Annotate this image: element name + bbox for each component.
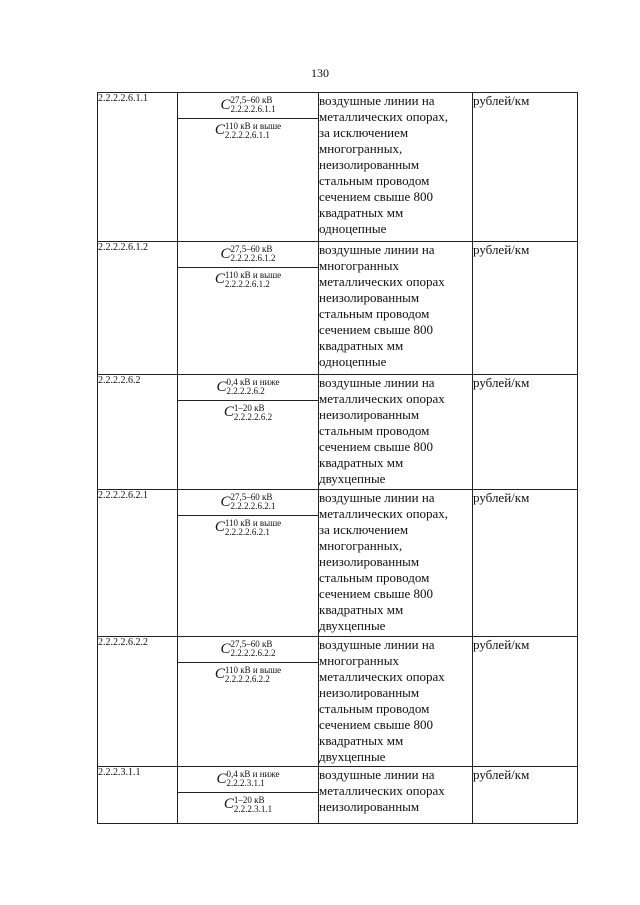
description-line: стальным проводом (319, 701, 430, 716)
voltage-class: 0,4 кВ и ниже (226, 769, 280, 780)
symbol-index: 2.2.2.2.6.2.2 (224, 673, 270, 684)
description-line: сечением свыше 800 (319, 586, 434, 601)
symbol-letter: C (223, 404, 234, 421)
voltage-class: 1–20 кВ (233, 402, 265, 413)
table-row (98, 93, 578, 242)
description-line: сечением свыше 800 (319, 717, 434, 732)
row-description (319, 637, 473, 767)
description-line: стальным проводом (319, 423, 430, 438)
description-line: за исключением (319, 125, 409, 140)
description-line: многогранных (319, 258, 399, 273)
row-description (319, 375, 473, 490)
row-code: 2.2.2.2.6.2.2 (98, 637, 178, 767)
symbol-letter: C (220, 246, 231, 262)
description-line: двухцепные (319, 618, 386, 633)
row-unit: рублей/км (473, 490, 578, 637)
symbol-index: 2.2.2.2.6.2.1 (224, 526, 270, 537)
row-description (319, 490, 473, 637)
description-line: неизолированным (319, 157, 420, 172)
row-code: 2.2.2.2.6.2.1 (98, 490, 178, 637)
symbol-letter: C (220, 494, 231, 510)
table-row (98, 767, 578, 824)
description-line: многогранных (319, 653, 399, 668)
description-line: двухцепные (319, 471, 386, 486)
symbol-index: 2.2.2.3.1.1 (226, 778, 265, 789)
description-line: квадратных мм (319, 602, 404, 617)
symbol-letter: C (220, 641, 231, 657)
description-line: квадратных мм (319, 455, 404, 470)
row-unit: рублей/км (473, 767, 578, 824)
rate-symbol (178, 663, 318, 685)
voltage-class: 110 кВ и выше (224, 120, 282, 131)
row-unit: рублей/км (473, 93, 578, 242)
symbol-index: 2.2.2.2.6.1.2 (224, 278, 270, 289)
description-line: металлических опорах (319, 391, 445, 406)
row-code: 2.2.2.2.6.2 (98, 375, 178, 490)
voltage-class: 27,5–60 кВ (230, 492, 273, 503)
description-line: воздушные линии на (319, 242, 435, 257)
description-line: неизолированным (319, 554, 420, 569)
description-line: неизолированным (319, 290, 420, 305)
rate-symbol-cell (178, 490, 319, 637)
description-line: неизолированным (319, 799, 420, 814)
description-line: сечением свыше 800 (319, 439, 434, 454)
description-line: металлических опорах, (319, 109, 449, 124)
symbol-index: 2.2.2.2.6.1.2 (230, 253, 276, 264)
symbol-index: 2.2.2.2.6.1.1 (230, 104, 276, 115)
rate-symbol (178, 767, 318, 793)
description-line: стальным проводом (319, 306, 430, 321)
rate-symbol (178, 637, 318, 663)
row-code: 2.2.2.3.1.1 (98, 767, 178, 824)
symbol-letter: C (216, 379, 227, 395)
description-line: квадратных мм (319, 205, 404, 220)
symbol-letter: C (214, 519, 225, 536)
description-line: металлических опорах (319, 669, 445, 684)
rate-symbol-cell (178, 93, 319, 242)
rate-symbol (178, 93, 318, 119)
symbol-index: 2.2.2.2.6.2.2 (230, 648, 276, 659)
rate-symbol-cell (178, 767, 319, 824)
symbol-letter: C (216, 771, 227, 787)
description-line: многогранных, (319, 538, 403, 553)
description-line: квадратных мм (319, 338, 404, 353)
description-line: одноцепные (319, 221, 387, 236)
symbol-index: 2.2.2.2.6.2 (226, 386, 265, 397)
row-code: 2.2.2.2.6.1.2 (98, 242, 178, 375)
description-line: двухцепные (319, 749, 386, 764)
description-line: стальным проводом (319, 173, 430, 188)
description-line: за исключением (319, 522, 409, 537)
table-row (98, 375, 578, 490)
tariff-table (97, 92, 578, 824)
row-description (319, 242, 473, 375)
symbol-index: 2.2.2.2.6.2.1 (230, 501, 276, 512)
description-line: сечением свыше 800 (319, 189, 434, 204)
rate-symbol (178, 516, 318, 538)
rate-symbol (178, 490, 318, 516)
page-number: 130 (311, 66, 329, 80)
description-line: неизолированным (319, 407, 420, 422)
row-code: 2.2.2.2.6.1.1 (98, 93, 178, 242)
rate-symbol (178, 401, 318, 423)
rate-symbol (178, 793, 318, 815)
table-row (98, 637, 578, 767)
description-line: сечением свыше 800 (319, 322, 434, 337)
row-unit: рублей/км (473, 637, 578, 767)
symbol-letter: C (214, 122, 225, 139)
description-line: стальным проводом (319, 570, 430, 585)
voltage-class: 27,5–60 кВ (230, 244, 273, 255)
description-line: воздушные линии на (319, 490, 435, 505)
description-line: квадратных мм (319, 733, 404, 748)
description-line: воздушные линии на (319, 767, 435, 782)
voltage-class: 27,5–60 кВ (230, 639, 273, 650)
voltage-class: 27,5–60 кВ (230, 95, 273, 106)
description-line: воздушные линии на (319, 375, 435, 390)
rate-symbol-cell (178, 637, 319, 767)
description-line: металлических опорах (319, 783, 445, 798)
symbol-index: 2.2.2.3.1.1 (233, 803, 273, 814)
row-unit: рублей/км (473, 242, 578, 375)
rate-symbol (178, 268, 318, 290)
symbol-index: 2.2.2.2.6.1.1 (224, 129, 270, 140)
rate-symbol (178, 375, 318, 401)
voltage-class: 1–20 кВ (233, 794, 265, 805)
row-description (319, 767, 473, 824)
row-description (319, 93, 473, 242)
voltage-class: 110 кВ и выше (224, 269, 282, 280)
description-line: воздушные линии на (319, 637, 435, 652)
voltage-class: 110 кВ и выше (224, 664, 282, 675)
symbol-letter: C (214, 271, 225, 288)
symbol-letter: C (223, 796, 234, 813)
rate-symbol-cell (178, 375, 319, 490)
description-line: многогранных, (319, 141, 403, 156)
table-row (98, 242, 578, 375)
description-line: воздушные линии на (319, 93, 435, 108)
description-line: металлических опорах (319, 274, 445, 289)
description-line: одноцепные (319, 354, 387, 369)
rate-symbol (178, 242, 318, 268)
rate-symbol (178, 119, 318, 141)
table-row (98, 490, 578, 637)
description-line: неизолированным (319, 685, 420, 700)
voltage-class: 0,4 кВ и ниже (226, 377, 280, 388)
voltage-class: 110 кВ и выше (224, 517, 282, 528)
symbol-letter: C (220, 97, 231, 113)
symbol-letter: C (214, 666, 225, 683)
row-unit: рублей/км (473, 375, 578, 490)
symbol-index: 2.2.2.2.6.2 (233, 411, 273, 422)
description-line: металлических опорах, (319, 506, 449, 521)
rate-symbol-cell (178, 242, 319, 375)
